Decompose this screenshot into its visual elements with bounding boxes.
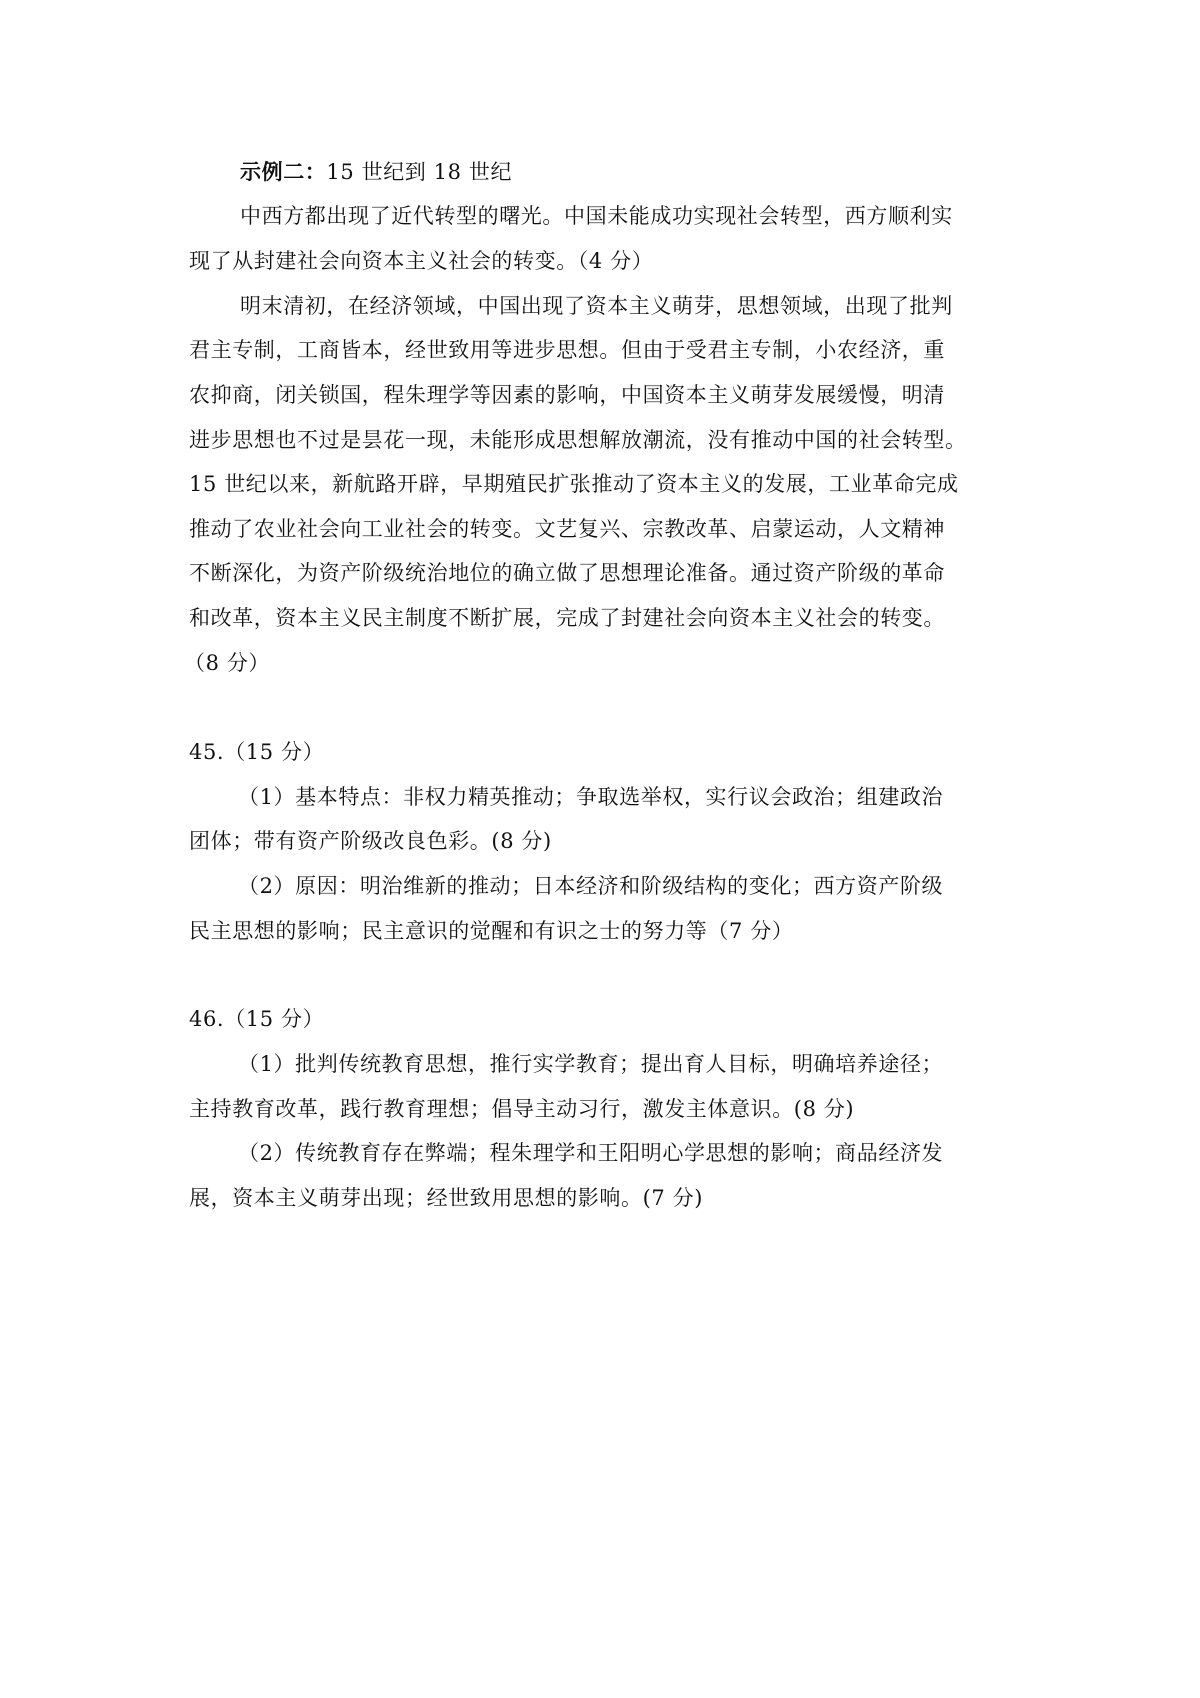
argument-line: 推动了农业社会向工业社会的转变。文艺复兴、宗教改革、启蒙运动，人文精神 [189,517,945,541]
q45-part1-line: 团体；带有资产阶级改良色彩。(8 分) [189,829,552,853]
argument-score: （8 分） [184,651,271,675]
argument-line: 农抑商，闭关锁国，程朱理学等因素的影响，中国资本主义萌芽发展缓慢，明清 [189,383,945,407]
argument-line: 和改革，资本主义民主制度不断扩展，完成了封建社会向资本主义社会的转变。 [189,606,945,630]
q46-heading: 46.（15 分） [189,1007,325,1031]
example-two-period: 15 世纪到 18 世纪 [326,160,513,184]
argument-line: 不断深化，为资产阶级统治地位的确立做了思想理论准备。通过资产阶级的革命 [189,561,945,585]
q45-part2-line: 民主思想的影响；民主意识的觉醒和有识之士的努力等（7 分） [189,919,794,943]
q45-part2-line: （2）原因：明治维新的推动；日本经济和阶级结构的变化；西方资产阶级 [238,874,944,898]
example-two-label: 示例二： [240,160,327,184]
q46-part2-line: 展，资本主义萌芽出现；经世致用思想的影响。(7 分) [189,1186,704,1210]
q46-part1-line: 主持教育改革，践行教育理想；倡导主动习行，激发主体意识。(8 分) [189,1097,855,1121]
argument-line: 君主专制，工商皆本，经世致用等进步思想。但由于受君主专制，小农经济，重 [189,338,945,362]
thesis-line: 中西方都出现了近代转型的曙光。中国未能成功实现社会转型，西方顺利实 [240,204,953,228]
q46-part1-line: （1）批判传统教育思想，推行实学教育；提出育人目标，明确培养途径； [238,1052,944,1076]
example-two-heading [240,157,1070,187]
argument-line: 明末清初，在经济领域，中国出现了资本主义萌芽，思想领域，出现了批判 [240,294,953,318]
thesis-line: 现了从封建社会向资本主义社会的转变。（4 分） [189,249,654,273]
argument-line: 进步思想也不过是昙花一现，未能形成思想解放潮流，没有推动中国的社会转型。 [189,428,967,452]
q46-part2-line: （2）传统教育存在弊端；程朱理学和王阳明心学思想的影响；商品经济发 [238,1141,944,1165]
q45-part1-line: （1）基本特点：非权力精英推动；争取选举权，实行议会政治；组建政治 [238,785,944,809]
q45-heading: 45.（15 分） [189,740,325,764]
argument-line: 15 世纪以来，新航路开辟，早期殖民扩张推动了资本主义的发展，工业革命完成 [189,472,959,496]
